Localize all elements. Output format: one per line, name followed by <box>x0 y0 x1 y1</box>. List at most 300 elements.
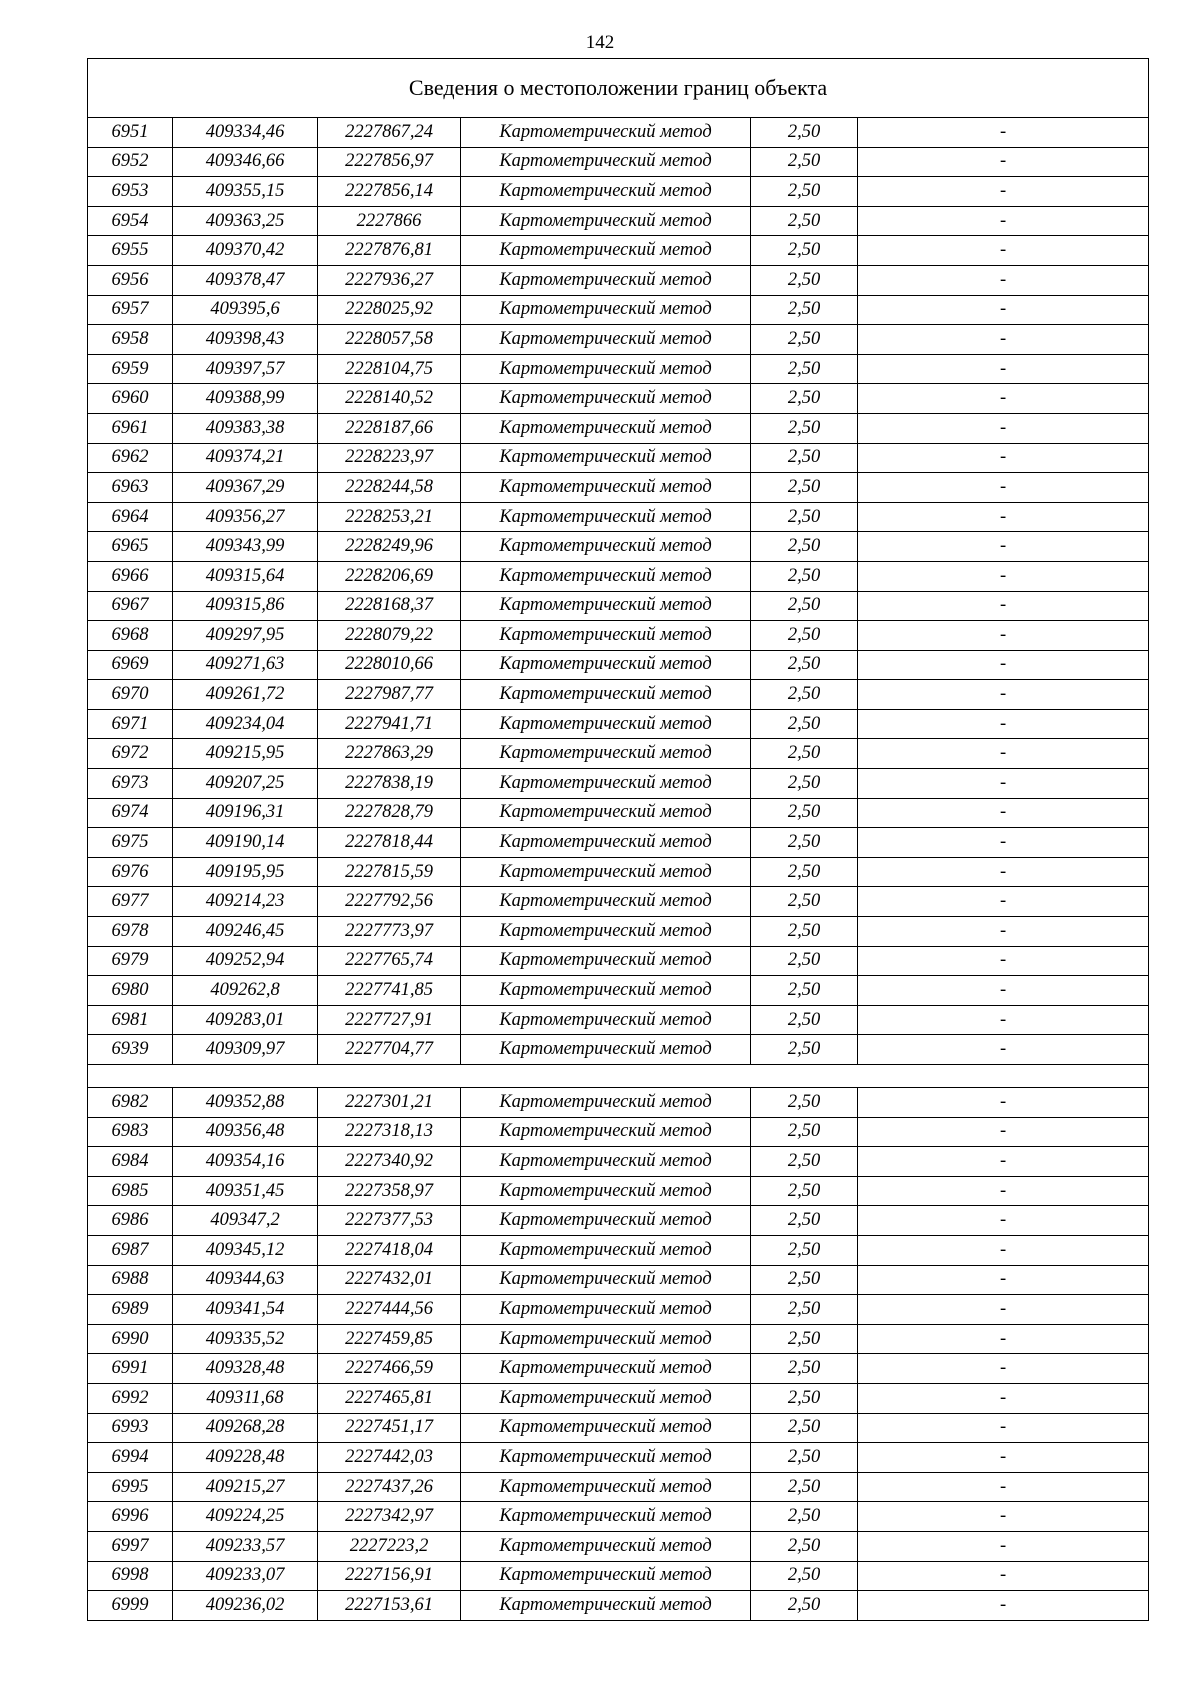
method-cell: Картометрический метод <box>461 1354 751 1384</box>
point-number-cell: 6976 <box>88 857 173 887</box>
x-coordinate-cell: 409383,38 <box>173 413 318 443</box>
y-coordinate-cell: 2227418,04 <box>318 1235 461 1265</box>
table-body <box>88 59 1149 1621</box>
y-coordinate-cell: 2228025,92 <box>318 295 461 325</box>
description-cell: - <box>858 384 1149 414</box>
method-cell: Картометрический метод <box>461 798 751 828</box>
method-cell: Картометрический метод <box>461 354 751 384</box>
point-number-cell: 6994 <box>88 1443 173 1473</box>
table-row <box>88 591 1149 621</box>
point-number-cell: 6962 <box>88 443 173 473</box>
y-coordinate-cell: 2227987,77 <box>318 680 461 710</box>
table-row <box>88 532 1149 562</box>
point-number-cell: 6981 <box>88 1005 173 1035</box>
description-cell: - <box>858 413 1149 443</box>
x-coordinate-cell: 409315,86 <box>173 591 318 621</box>
method-cell: Картометрический метод <box>461 1472 751 1502</box>
table-row <box>88 325 1149 355</box>
description-cell: - <box>858 917 1149 947</box>
table-title-row <box>88 59 1149 118</box>
description-cell: - <box>858 798 1149 828</box>
table-row <box>88 1235 1149 1265</box>
point-number-cell: 6980 <box>88 976 173 1006</box>
point-number-cell: 6977 <box>88 887 173 917</box>
x-coordinate-cell: 409378,47 <box>173 265 318 295</box>
y-coordinate-cell: 2227704,77 <box>318 1035 461 1065</box>
x-coordinate-cell: 409356,48 <box>173 1117 318 1147</box>
accuracy-cell: 2,50 <box>751 680 858 710</box>
table-row <box>88 561 1149 591</box>
table-row <box>88 1088 1149 1118</box>
boundary-coordinates-table <box>87 58 1149 1621</box>
x-coordinate-cell: 409398,43 <box>173 325 318 355</box>
method-cell: Картометрический метод <box>461 502 751 532</box>
table-row <box>88 118 1149 148</box>
y-coordinate-cell: 2227377,53 <box>318 1206 461 1236</box>
method-cell: Картометрический метод <box>461 739 751 769</box>
accuracy-cell: 2,50 <box>751 1502 858 1532</box>
x-coordinate-cell: 409215,95 <box>173 739 318 769</box>
x-coordinate-cell: 409297,95 <box>173 621 318 651</box>
y-coordinate-cell: 2227451,17 <box>318 1413 461 1443</box>
x-coordinate-cell: 409346,66 <box>173 147 318 177</box>
y-coordinate-cell: 2228057,58 <box>318 325 461 355</box>
method-cell: Картометрический метод <box>461 384 751 414</box>
y-coordinate-cell: 2227444,56 <box>318 1295 461 1325</box>
point-number-cell: 6983 <box>88 1117 173 1147</box>
point-number-cell: 6999 <box>88 1591 173 1621</box>
y-coordinate-cell: 2228253,21 <box>318 502 461 532</box>
table-row <box>88 650 1149 680</box>
x-coordinate-cell: 409367,29 <box>173 473 318 503</box>
description-cell: - <box>858 473 1149 503</box>
method-cell: Картометрический метод <box>461 147 751 177</box>
method-cell: Картометрический метод <box>461 1324 751 1354</box>
table-row <box>88 147 1149 177</box>
method-cell: Картометрический метод <box>461 236 751 266</box>
description-cell: - <box>858 828 1149 858</box>
x-coordinate-cell: 409351,45 <box>173 1176 318 1206</box>
point-number-cell: 6972 <box>88 739 173 769</box>
point-number-cell: 6973 <box>88 769 173 799</box>
accuracy-cell: 2,50 <box>751 532 858 562</box>
method-cell: Картометрический метод <box>461 769 751 799</box>
description-cell: - <box>858 325 1149 355</box>
description-cell: - <box>858 561 1149 591</box>
accuracy-cell: 2,50 <box>751 709 858 739</box>
x-coordinate-cell: 409397,57 <box>173 354 318 384</box>
point-number-cell: 6963 <box>88 473 173 503</box>
point-number-cell: 6986 <box>88 1206 173 1236</box>
accuracy-cell: 2,50 <box>751 206 858 236</box>
accuracy-cell: 2,50 <box>751 976 858 1006</box>
description-cell: - <box>858 1561 1149 1591</box>
description-cell: - <box>858 354 1149 384</box>
accuracy-cell: 2,50 <box>751 1443 858 1473</box>
point-number-cell: 6939 <box>88 1035 173 1065</box>
point-number-cell: 6955 <box>88 236 173 266</box>
method-cell: Картометрический метод <box>461 621 751 651</box>
accuracy-cell: 2,50 <box>751 739 858 769</box>
point-number-cell: 6984 <box>88 1147 173 1177</box>
accuracy-cell: 2,50 <box>751 413 858 443</box>
accuracy-cell: 2,50 <box>751 946 858 976</box>
y-coordinate-cell: 2227223,2 <box>318 1531 461 1561</box>
point-number-cell: 6951 <box>88 118 173 148</box>
method-cell: Картометрический метод <box>461 325 751 355</box>
description-cell: - <box>858 532 1149 562</box>
point-number-cell: 6997 <box>88 1531 173 1561</box>
point-number-cell: 6982 <box>88 1088 173 1118</box>
table-row <box>88 1383 1149 1413</box>
x-coordinate-cell: 409335,52 <box>173 1324 318 1354</box>
point-number-cell: 6979 <box>88 946 173 976</box>
accuracy-cell: 2,50 <box>751 1005 858 1035</box>
table-row <box>88 295 1149 325</box>
method-cell: Картометрический метод <box>461 1088 751 1118</box>
y-coordinate-cell: 2227856,97 <box>318 147 461 177</box>
y-coordinate-cell: 2228010,66 <box>318 650 461 680</box>
method-cell: Картометрический метод <box>461 1117 751 1147</box>
x-coordinate-cell: 409224,25 <box>173 1502 318 1532</box>
description-cell: - <box>858 739 1149 769</box>
point-number-cell: 6959 <box>88 354 173 384</box>
accuracy-cell: 2,50 <box>751 1088 858 1118</box>
x-coordinate-cell: 409234,04 <box>173 709 318 739</box>
method-cell: Картометрический метод <box>461 650 751 680</box>
method-cell: Картометрический метод <box>461 1502 751 1532</box>
table-row <box>88 443 1149 473</box>
x-coordinate-cell: 409345,12 <box>173 1235 318 1265</box>
accuracy-cell: 2,50 <box>751 1176 858 1206</box>
description-cell: - <box>858 236 1149 266</box>
y-coordinate-cell: 2227815,59 <box>318 857 461 887</box>
x-coordinate-cell: 409268,28 <box>173 1413 318 1443</box>
y-coordinate-cell: 2228168,37 <box>318 591 461 621</box>
accuracy-cell: 2,50 <box>751 650 858 680</box>
method-cell: Картометрический метод <box>461 295 751 325</box>
method-cell: Картометрический метод <box>461 709 751 739</box>
x-coordinate-cell: 409233,07 <box>173 1561 318 1591</box>
accuracy-cell: 2,50 <box>751 473 858 503</box>
point-number-cell: 6991 <box>88 1354 173 1384</box>
point-number-cell: 6956 <box>88 265 173 295</box>
method-cell: Картометрический метод <box>461 532 751 562</box>
x-coordinate-cell: 409352,88 <box>173 1088 318 1118</box>
point-number-cell: 6985 <box>88 1176 173 1206</box>
table-row <box>88 236 1149 266</box>
method-cell: Картометрический метод <box>461 1531 751 1561</box>
y-coordinate-cell: 2227301,21 <box>318 1088 461 1118</box>
point-number-cell: 6960 <box>88 384 173 414</box>
description-cell: - <box>858 1035 1149 1065</box>
point-number-cell: 6967 <box>88 591 173 621</box>
point-number-cell: 6995 <box>88 1472 173 1502</box>
y-coordinate-cell: 2228079,22 <box>318 621 461 651</box>
x-coordinate-cell: 409236,02 <box>173 1591 318 1621</box>
y-coordinate-cell: 2227741,85 <box>318 976 461 1006</box>
x-coordinate-cell: 409252,94 <box>173 946 318 976</box>
table-title: Сведения о местоположении границ объекта <box>88 59 1149 118</box>
point-number-cell: 6968 <box>88 621 173 651</box>
point-number-cell: 6971 <box>88 709 173 739</box>
method-cell: Картометрический метод <box>461 1035 751 1065</box>
point-number-cell: 6992 <box>88 1383 173 1413</box>
y-coordinate-cell: 2227866 <box>318 206 461 236</box>
point-number-cell: 6975 <box>88 828 173 858</box>
description-cell: - <box>858 502 1149 532</box>
point-number-cell: 6954 <box>88 206 173 236</box>
x-coordinate-cell: 409233,57 <box>173 1531 318 1561</box>
method-cell: Картометрический метод <box>461 976 751 1006</box>
page-number: 142 <box>585 32 615 53</box>
accuracy-cell: 2,50 <box>751 118 858 148</box>
x-coordinate-cell: 409309,97 <box>173 1035 318 1065</box>
y-coordinate-cell: 2227867,24 <box>318 118 461 148</box>
accuracy-cell: 2,50 <box>751 265 858 295</box>
y-coordinate-cell: 2227465,81 <box>318 1383 461 1413</box>
table-row <box>88 354 1149 384</box>
x-coordinate-cell: 409328,48 <box>173 1354 318 1384</box>
description-cell: - <box>858 1265 1149 1295</box>
table-row <box>88 1591 1149 1621</box>
description-cell: - <box>858 1176 1149 1206</box>
y-coordinate-cell: 2228104,75 <box>318 354 461 384</box>
y-coordinate-cell: 2227342,97 <box>318 1502 461 1532</box>
x-coordinate-cell: 409374,21 <box>173 443 318 473</box>
table-row <box>88 1561 1149 1591</box>
table-row <box>88 413 1149 443</box>
table-row <box>88 857 1149 887</box>
table-row <box>88 887 1149 917</box>
block-separator-row <box>88 1065 1149 1088</box>
accuracy-cell: 2,50 <box>751 1561 858 1591</box>
table-row <box>88 1035 1149 1065</box>
table-row <box>88 1005 1149 1035</box>
description-cell: - <box>858 709 1149 739</box>
accuracy-cell: 2,50 <box>751 1035 858 1065</box>
accuracy-cell: 2,50 <box>751 354 858 384</box>
point-number-cell: 6998 <box>88 1561 173 1591</box>
accuracy-cell: 2,50 <box>751 1147 858 1177</box>
table-row <box>88 1206 1149 1236</box>
y-coordinate-cell: 2228187,66 <box>318 413 461 443</box>
x-coordinate-cell: 409196,31 <box>173 798 318 828</box>
method-cell: Картометрический метод <box>461 887 751 917</box>
method-cell: Картометрический метод <box>461 206 751 236</box>
y-coordinate-cell: 2227153,61 <box>318 1591 461 1621</box>
description-cell: - <box>858 769 1149 799</box>
accuracy-cell: 2,50 <box>751 621 858 651</box>
method-cell: Картометрический метод <box>461 1413 751 1443</box>
point-number-cell: 6970 <box>88 680 173 710</box>
method-cell: Картометрический метод <box>461 1591 751 1621</box>
description-cell: - <box>858 1117 1149 1147</box>
x-coordinate-cell: 409363,25 <box>173 206 318 236</box>
description-cell: - <box>858 443 1149 473</box>
x-coordinate-cell: 409246,45 <box>173 917 318 947</box>
point-number-cell: 6965 <box>88 532 173 562</box>
table-row <box>88 769 1149 799</box>
x-coordinate-cell: 409347,2 <box>173 1206 318 1236</box>
table-row <box>88 709 1149 739</box>
x-coordinate-cell: 409354,16 <box>173 1147 318 1177</box>
x-coordinate-cell: 409283,01 <box>173 1005 318 1035</box>
description-cell: - <box>858 1324 1149 1354</box>
description-cell: - <box>858 1088 1149 1118</box>
point-number-cell: 6978 <box>88 917 173 947</box>
accuracy-cell: 2,50 <box>751 1265 858 1295</box>
point-number-cell: 6958 <box>88 325 173 355</box>
x-coordinate-cell: 409356,27 <box>173 502 318 532</box>
x-coordinate-cell: 409214,23 <box>173 887 318 917</box>
method-cell: Картометрический метод <box>461 857 751 887</box>
method-cell: Картометрический метод <box>461 473 751 503</box>
method-cell: Картометрический метод <box>461 443 751 473</box>
y-coordinate-cell: 2227432,01 <box>318 1265 461 1295</box>
table-row <box>88 206 1149 236</box>
x-coordinate-cell: 409262,8 <box>173 976 318 1006</box>
accuracy-cell: 2,50 <box>751 798 858 828</box>
y-coordinate-cell: 2227318,13 <box>318 1117 461 1147</box>
description-cell: - <box>858 1005 1149 1035</box>
method-cell: Картометрический метод <box>461 1147 751 1177</box>
description-cell: - <box>858 118 1149 148</box>
y-coordinate-cell: 2227442,03 <box>318 1443 461 1473</box>
description-cell: - <box>858 1531 1149 1561</box>
y-coordinate-cell: 2227765,74 <box>318 946 461 976</box>
table-row <box>88 621 1149 651</box>
x-coordinate-cell: 409215,27 <box>173 1472 318 1502</box>
accuracy-cell: 2,50 <box>751 1413 858 1443</box>
table-row <box>88 680 1149 710</box>
y-coordinate-cell: 2227792,56 <box>318 887 461 917</box>
method-cell: Картометрический метод <box>461 118 751 148</box>
accuracy-cell: 2,50 <box>751 591 858 621</box>
x-coordinate-cell: 409343,99 <box>173 532 318 562</box>
description-cell: - <box>858 1502 1149 1532</box>
table-row <box>88 177 1149 207</box>
description-cell: - <box>858 206 1149 236</box>
accuracy-cell: 2,50 <box>751 917 858 947</box>
accuracy-cell: 2,50 <box>751 1354 858 1384</box>
method-cell: Картометрический метод <box>461 1265 751 1295</box>
table-row <box>88 265 1149 295</box>
description-cell: - <box>858 1443 1149 1473</box>
point-number-cell: 6964 <box>88 502 173 532</box>
accuracy-cell: 2,50 <box>751 1531 858 1561</box>
accuracy-cell: 2,50 <box>751 769 858 799</box>
y-coordinate-cell: 2227936,27 <box>318 265 461 295</box>
table-row <box>88 1295 1149 1325</box>
x-coordinate-cell: 409370,42 <box>173 236 318 266</box>
x-coordinate-cell: 409344,63 <box>173 1265 318 1295</box>
method-cell: Картометрический метод <box>461 265 751 295</box>
accuracy-cell: 2,50 <box>751 177 858 207</box>
description-cell: - <box>858 857 1149 887</box>
point-number-cell: 6990 <box>88 1324 173 1354</box>
table-row <box>88 1324 1149 1354</box>
description-cell: - <box>858 1206 1149 1236</box>
accuracy-cell: 2,50 <box>751 384 858 414</box>
accuracy-cell: 2,50 <box>751 1206 858 1236</box>
y-coordinate-cell: 2227727,91 <box>318 1005 461 1035</box>
method-cell: Картометрический метод <box>461 680 751 710</box>
accuracy-cell: 2,50 <box>751 1383 858 1413</box>
point-number-cell: 6989 <box>88 1295 173 1325</box>
y-coordinate-cell: 2227941,71 <box>318 709 461 739</box>
x-coordinate-cell: 409341,54 <box>173 1295 318 1325</box>
method-cell: Картометрический метод <box>461 177 751 207</box>
description-cell: - <box>858 1147 1149 1177</box>
accuracy-cell: 2,50 <box>751 561 858 591</box>
x-coordinate-cell: 409315,64 <box>173 561 318 591</box>
accuracy-cell: 2,50 <box>751 443 858 473</box>
table-row <box>88 739 1149 769</box>
x-coordinate-cell: 409311,68 <box>173 1383 318 1413</box>
description-cell: - <box>858 295 1149 325</box>
point-number-cell: 6996 <box>88 1502 173 1532</box>
table-row <box>88 1147 1149 1177</box>
y-coordinate-cell: 2227340,92 <box>318 1147 461 1177</box>
accuracy-cell: 2,50 <box>751 857 858 887</box>
description-cell: - <box>858 1354 1149 1384</box>
accuracy-cell: 2,50 <box>751 1117 858 1147</box>
point-number-cell: 6993 <box>88 1413 173 1443</box>
y-coordinate-cell: 2227876,81 <box>318 236 461 266</box>
point-number-cell: 6952 <box>88 147 173 177</box>
y-coordinate-cell: 2227773,97 <box>318 917 461 947</box>
point-number-cell: 6957 <box>88 295 173 325</box>
y-coordinate-cell: 2227838,19 <box>318 769 461 799</box>
x-coordinate-cell: 409388,99 <box>173 384 318 414</box>
method-cell: Картометрический метод <box>461 1005 751 1035</box>
description-cell: - <box>858 1472 1149 1502</box>
method-cell: Картометрический метод <box>461 946 751 976</box>
table-row <box>88 1176 1149 1206</box>
method-cell: Картометрический метод <box>461 413 751 443</box>
table-row <box>88 1413 1149 1443</box>
table-row <box>88 1443 1149 1473</box>
table-row <box>88 917 1149 947</box>
y-coordinate-cell: 2227828,79 <box>318 798 461 828</box>
point-number-cell: 6987 <box>88 1235 173 1265</box>
table-row <box>88 946 1149 976</box>
point-number-cell: 6969 <box>88 650 173 680</box>
x-coordinate-cell: 409228,48 <box>173 1443 318 1473</box>
method-cell: Картометрический метод <box>461 1176 751 1206</box>
description-cell: - <box>858 1591 1149 1621</box>
description-cell: - <box>858 976 1149 1006</box>
table-row <box>88 1117 1149 1147</box>
table-row <box>88 976 1149 1006</box>
x-coordinate-cell: 409190,14 <box>173 828 318 858</box>
accuracy-cell: 2,50 <box>751 1295 858 1325</box>
method-cell: Картометрический метод <box>461 1295 751 1325</box>
point-number-cell: 6988 <box>88 1265 173 1295</box>
y-coordinate-cell: 2227863,29 <box>318 739 461 769</box>
accuracy-cell: 2,50 <box>751 1591 858 1621</box>
method-cell: Картометрический метод <box>461 591 751 621</box>
x-coordinate-cell: 409334,46 <box>173 118 318 148</box>
description-cell: - <box>858 1413 1149 1443</box>
accuracy-cell: 2,50 <box>751 236 858 266</box>
y-coordinate-cell: 2228140,52 <box>318 384 461 414</box>
accuracy-cell: 2,50 <box>751 325 858 355</box>
description-cell: - <box>858 946 1149 976</box>
accuracy-cell: 2,50 <box>751 502 858 532</box>
accuracy-cell: 2,50 <box>751 295 858 325</box>
